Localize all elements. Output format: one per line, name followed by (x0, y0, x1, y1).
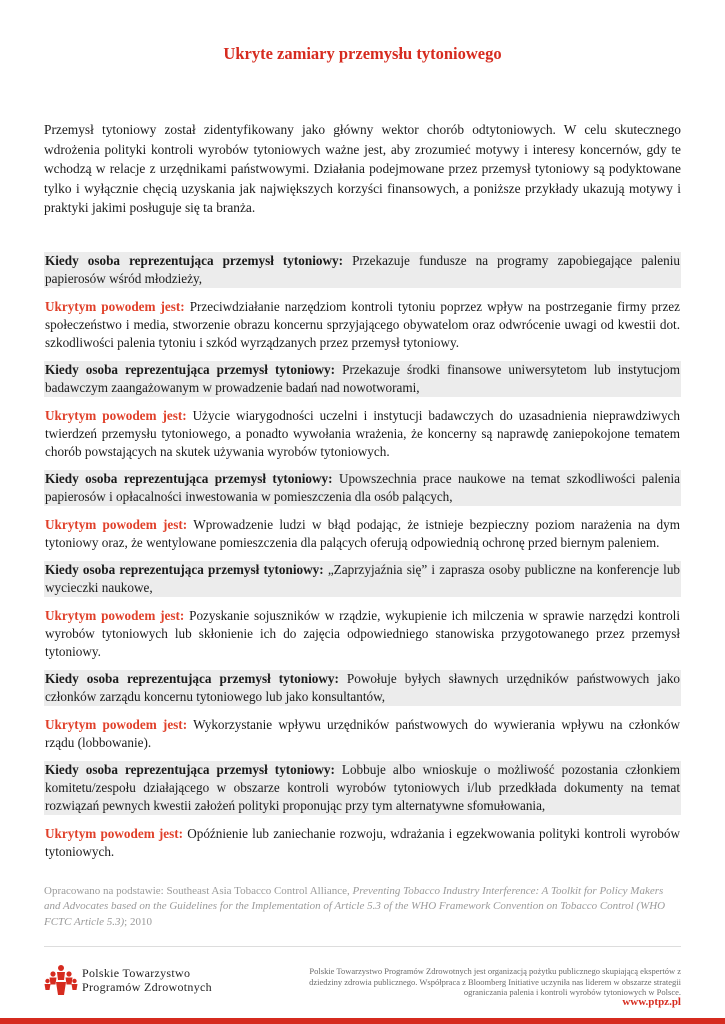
when-label: Kiedy osoba reprezentująca przemysł tytoniowy: (45, 671, 339, 686)
when-label: Kiedy osoba reprezentująca przemysł tytoniowy: (45, 562, 324, 577)
motive-text: Opóźnienie lub zaniechanie rozwoju, wdrażania i egzekwowania polityki kontroli wyrobów tytoniowych. (45, 826, 680, 859)
when-block (44, 670, 681, 706)
when-block (44, 252, 681, 288)
motive-text: Wprowadzenie ludzi w błąd podając, że istnieje bezpieczny poziom narażenia na dym tytoniowy oraz, że wentylowane pomieszczenia dla palących oferują odpowiednią ochronę przed biernym paleniem. (45, 517, 681, 550)
motive-block (44, 607, 681, 661)
when-block (44, 470, 681, 506)
source-title: Preventing Tobacco Industry Interference: A Toolkit for Policy Makers and Advocates based on the Guidelines for the Implementation of Article 5.3 of the WHO Framework Convention on Tobacco Control (WHO FCTC Article 5.3) (44, 885, 666, 928)
when-label: Kiedy osoba reprezentująca przemysł tytoniowy: (45, 253, 343, 268)
when-text: Upowszechnia prace naukowe na temat szkodliwości palenia papierosów i opłacalności inwestowania w pomieszczenia dla osób palących, (45, 471, 680, 504)
footer-divider (44, 946, 681, 947)
organization-logo (44, 962, 274, 1002)
when-text: Przekazuje fundusze na programy zapobiegające paleniu papierosów wśród młodzieży, (45, 253, 681, 286)
logo-line-1: Polskie Towarzystwo (82, 966, 191, 980)
motive-label: Ukrytym powodem jest: (45, 826, 184, 841)
page-title: Ukryte zamiary przemysłu tytoniowego (223, 44, 502, 63)
motive-block (44, 716, 681, 752)
motive-text: Pozyskanie sojuszników w rządzie, wykupienie ich milczenia w sprawie narzędzi kontroli wyrobów tytoniowych lub skłonienie ich do zajęcia odpowiedniego stanowiska przygotowanego przez przemysł tytoniowy. (45, 608, 681, 659)
when-text: Przekazuje środki finansowe uniwersytetom lub instytucjom badawczym zaangażowanym w prowadzenie badań nad nowotworami, (45, 362, 681, 395)
when-label: Kiedy osoba reprezentująca przemysł tytoniowy: (45, 362, 336, 377)
motive-block (44, 516, 681, 552)
when-block (44, 361, 681, 397)
when-block (44, 561, 681, 597)
motive-label: Ukrytym powodem jest: (45, 299, 185, 314)
bottom-accent-bar (0, 1018, 725, 1024)
source-suffix: ; 2010 (124, 915, 152, 928)
logo-line-2: Programów Zdrowotnych (82, 980, 212, 994)
when-text: Lobbuje albo wnioskuje o możliwość pozostania członkiem komitetu/zespołu działającego w obszarze kontroli wyrobów tytoniowych i/lub przedkłada dokumenty na temat rozwiązań pewnych kwestii założeń polityki proponując przy tym alternatywne sfomułowania, (45, 762, 680, 813)
footer-description: Polskie Towarzystwo Programów Zdrowotnych jest organizacją pożytku publicznego skupiającą ekspertów z dziedziny zdrowia publicznego. Współpraca z Bloomberg Initiative uczyniła nas liderem w obszarze strategii ograniczania palenia i kontroli wyrobów tytoniowych w Polsce. (309, 966, 681, 997)
website-link[interactable]: www.ptpz.pl (622, 996, 681, 1008)
when-label: Kiedy osoba reprezentująca przemysł tytoniowy: (45, 471, 333, 486)
motive-block (44, 825, 681, 861)
motive-label: Ukrytym powodem jest: (45, 717, 188, 732)
when-label: Kiedy osoba reprezentująca przemysł tytoniowy: (45, 762, 335, 777)
people-logo-icon (44, 964, 78, 996)
when-text: „Zaprzyjaźnia się” i zaprasza osoby publiczne na konferencje lub wycieczki naukowe, (45, 562, 681, 595)
motive-block (44, 298, 681, 352)
when-block (44, 761, 681, 815)
motive-block (44, 407, 681, 461)
intro-paragraph: Przemysł tytoniowy został zidentyfikowany jako główny wektor chorób odtytoniowych. W celu skutecznego wdrożenia polityki kontroli wyrobów tytoniowych ważne jest, aby zrozumieć motywy i interesy koncernów, gdy te wchodzą w relacje z urzędnikami państwowymi. Działania podejmowane przez przemysł tytoniowy są podyktowane tylko i wyłącznie chęcią uzyskania jak największych korzyści finansowych, a poniższe przykłady ukazują motywy i praktyki jakimi posługuje się ta branża. (44, 122, 681, 216)
motive-text: Przeciwdziałanie narzędziom kontroli tytoniu poprzez wpływ na postrzeganie firmy przez społeczeństwo i media, stworzenie obrazu koncernu sprzyjającego obywatelom oraz odwrócenie uwagi od kwestii dot. szkodliwości palenia tytoniu i szkód wyrządzanych przez przemysł tytoniowy. (45, 299, 681, 350)
motive-text: Użycie wiarygodności uczelni i instytucji badawczych do uzasadnienia nieprawdziwych twierdzeń przemysłu tytoniowego, a ponadto wywołania wrażenia, że koncerny są naprawdę zaniepokojone tematem chorób powstających na skutek używania wyrobów tytoniowych. (45, 408, 680, 459)
motive-label: Ukrytym powodem jest: (45, 408, 187, 423)
motive-text: Wykorzystanie wpływu urzędników państwowych do wywierania wpływu na członków rządu (lobbowanie). (45, 717, 681, 750)
source-prefix: Opracowano na podstawie: Southeast Asia Tobacco Control Alliance, (44, 885, 353, 897)
source-note (44, 884, 681, 930)
pairs-list (44, 252, 681, 870)
when-text: Powołuje byłych sławnych urzędników państwowych jako członków zarządu koncernu tytoniowego lub jako konsultantów, (45, 671, 681, 704)
motive-label: Ukrytym powodem jest: (45, 517, 188, 532)
motive-label: Ukrytym powodem jest: (45, 608, 185, 623)
logo-text (82, 966, 212, 994)
